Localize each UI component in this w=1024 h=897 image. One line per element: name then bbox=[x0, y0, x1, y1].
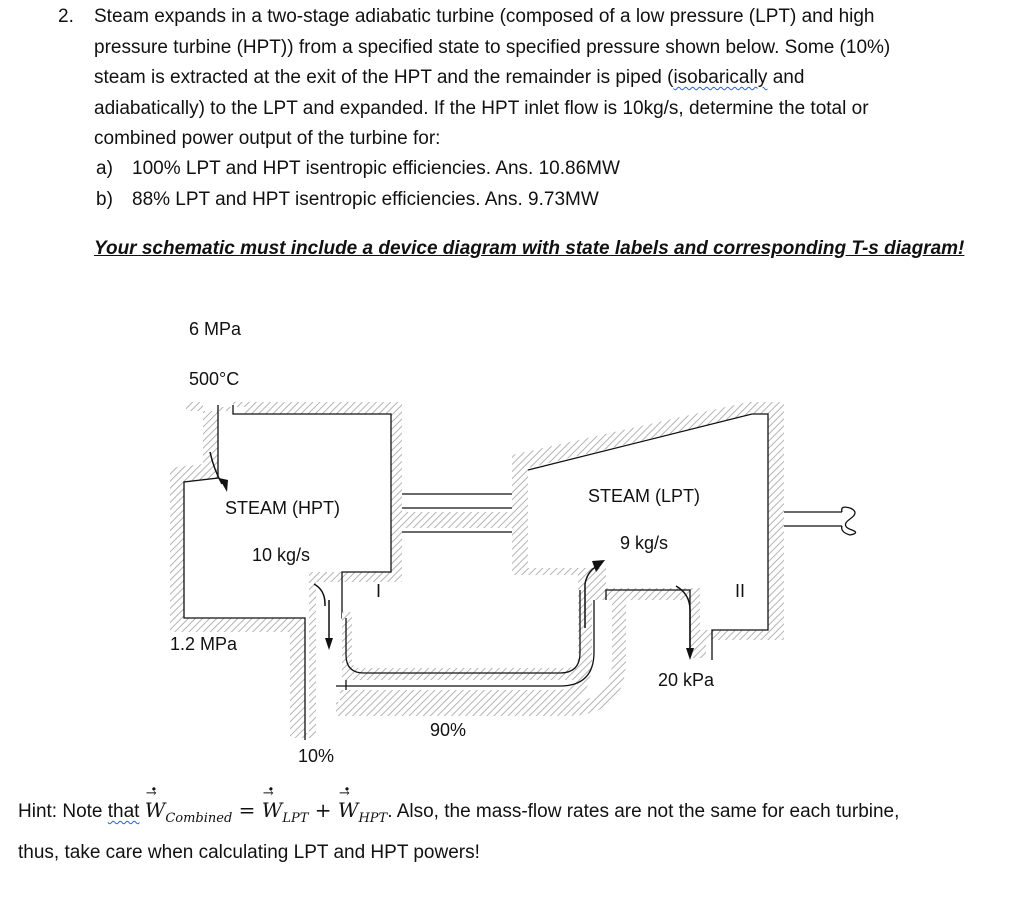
part-b-text: 88% LPT and HPT isentropic efficiencies. Ans. 9.73MW bbox=[132, 188, 599, 210]
problem-line-2: pressure turbine (HPT)) from a specified state to specified pressure shown below. Some (10%) bbox=[94, 36, 891, 58]
lpt-label: STEAM (LPT) bbox=[588, 486, 701, 506]
problem-line-5: combined power output of the turbine for: bbox=[94, 128, 441, 149]
hint-line-2: thus, take care when calculating LPT and HPT powers! bbox=[18, 842, 480, 863]
part-a-text: 100% LPT and HPT isentropic efficiencies. Ans. 10.86MW bbox=[132, 158, 620, 179]
hpt-exit-pressure-label: 1.2 MPa bbox=[170, 634, 238, 654]
crossover-pipe-inner bbox=[346, 590, 580, 673]
inlet-pressure-label: 6 MPa bbox=[189, 319, 242, 339]
sub-lpt: LPT bbox=[282, 811, 309, 826]
shaft-hatch bbox=[402, 512, 528, 528]
part-b bbox=[96, 185, 620, 216]
pipe-fraction-label: 90% bbox=[430, 720, 467, 740]
hpt-flow-label: 10 kg/s bbox=[252, 545, 311, 565]
problem-body bbox=[94, 2, 1006, 155]
plus-sign: + bbox=[308, 798, 338, 822]
part-a-label: a) bbox=[96, 158, 113, 179]
problem-line-4: adiabatically) to the LPT and expanded. If the HPT inlet flow is 10kg/s, determine the total or bbox=[94, 97, 869, 119]
part-b-label: b) bbox=[96, 188, 113, 210]
w-lpt-symbol: → W · bbox=[262, 793, 283, 827]
bleed-arrowhead bbox=[325, 638, 333, 650]
w-hpt-symbol: → W · bbox=[338, 793, 359, 827]
lpt-exit-pressure-label: 20 kPa bbox=[658, 670, 715, 690]
turbine-schematic bbox=[0, 300, 1024, 790]
hint bbox=[18, 793, 1018, 870]
inlet-temperature-label: 500°C bbox=[189, 369, 240, 389]
lpt-flow-label: 9 kg/s bbox=[620, 533, 669, 553]
bleed-fraction-label: 10% bbox=[298, 746, 335, 766]
problem-line-3: steam is extracted at the exit of the HPT and the remainder is piped ( bbox=[94, 67, 674, 88]
problem-parts bbox=[96, 154, 620, 215]
sub-hpt: HPT bbox=[358, 811, 388, 826]
part-a bbox=[96, 154, 620, 185]
stage-one-label: I bbox=[376, 581, 382, 601]
equals-sign: = bbox=[232, 798, 262, 822]
w-combined-symbol: → W · bbox=[145, 793, 166, 827]
hpt-label: STEAM (HPT) bbox=[225, 498, 340, 518]
hint-equation bbox=[144, 798, 388, 826]
problem-line-3-end: and bbox=[767, 67, 805, 88]
problem-line-1: Steam expands in a two-stage adiabatic turbine (composed of a low pressure (LPT) and high bbox=[94, 6, 875, 27]
schematic-requirement-note: Your schematic must include a device diagram with state labels and corresponding T-s diagram! bbox=[94, 238, 965, 259]
pipe-outer-hatch bbox=[336, 702, 566, 716]
problem-number: 2. bbox=[58, 6, 74, 27]
coupling-symbol bbox=[784, 507, 856, 535]
hpt-casing bbox=[170, 402, 402, 738]
spellcheck-word-that: that bbox=[107, 801, 140, 822]
spellcheck-word-isobarically: isobarically bbox=[673, 67, 768, 88]
sub-combined: Combined bbox=[165, 811, 233, 826]
stage-two-label: II bbox=[735, 581, 746, 601]
hint-tail: . Also, the mass-flow rates are not the same for each turbine, bbox=[387, 801, 900, 822]
hint-prefix: Hint: Note bbox=[18, 801, 108, 822]
inlet-arrowhead bbox=[219, 478, 228, 492]
